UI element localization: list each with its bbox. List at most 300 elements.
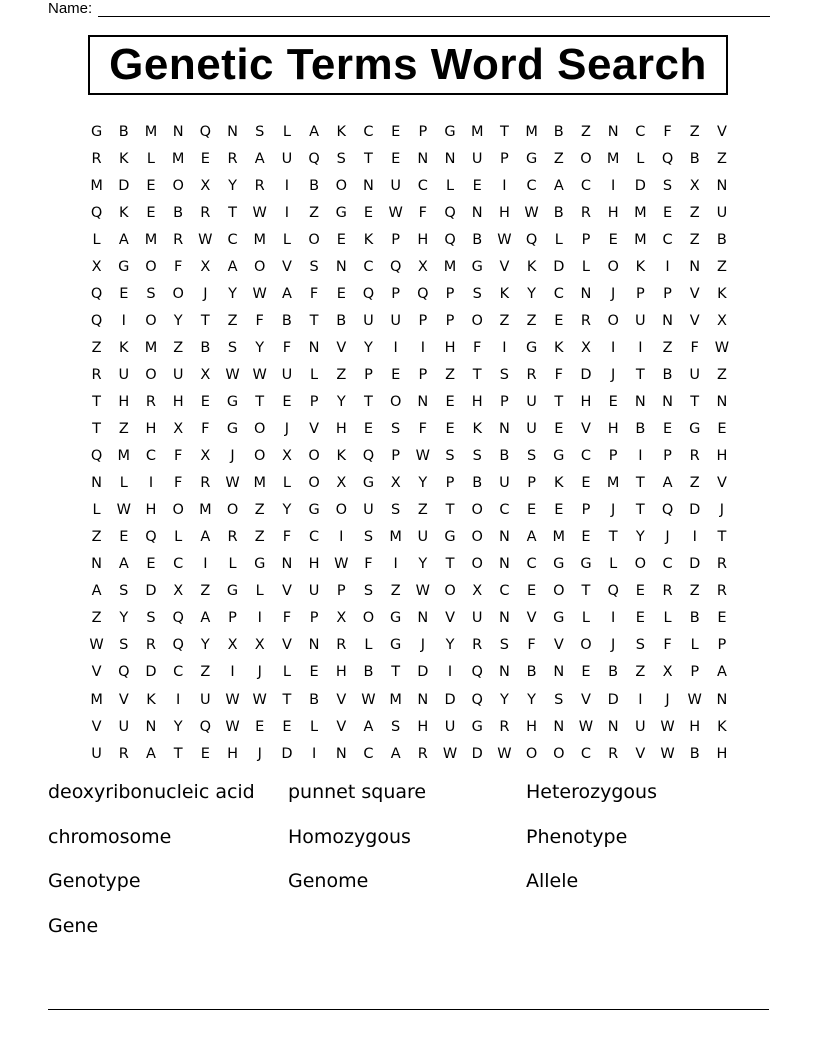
grid-letter: T [364,393,373,410]
grid-letter: S [363,529,374,546]
grid-letter: T [635,475,645,492]
grid-letter: M [144,339,158,356]
grid-letter: I [121,312,126,329]
grid-letter: L [282,123,291,140]
grid-letter: K [472,421,482,438]
grid-letter: H [118,393,130,410]
grid-letter: O [525,745,538,762]
grid-letter: F [473,339,482,356]
grid-letter: N [172,123,184,140]
grid-letter: L [282,664,291,681]
grid-letter: J [611,502,616,519]
grid-letter: Y [635,529,645,546]
grid-letter: B [309,691,320,708]
grid-letter: V [581,421,591,438]
grid-letter: I [638,691,643,708]
grid-letter: R [716,556,727,573]
grid-letter: T [608,529,618,546]
grid-letter: B [472,475,483,492]
grid-letter: R [91,366,102,383]
grid-letter: R [145,393,156,410]
grid-letter: K [119,204,129,221]
grid-letter: G [525,339,538,356]
grid-letter: L [310,718,319,735]
grid-letter: G [226,393,239,410]
grid-letter: I [638,339,643,356]
grid-letter: U [91,745,102,762]
word-list-item: Phenotype [526,825,628,848]
grid-letter: I [339,529,344,546]
grid-letter: W [361,691,376,708]
grid-letter: U [444,718,456,735]
grid-letter: Q [444,231,456,248]
grid-letter: E [363,421,374,438]
grid-letter: T [200,312,210,329]
grid-letter: K [499,285,510,302]
grid-letter: O [553,745,565,762]
grid-letter: U [308,583,320,600]
grid-letter: N [553,718,565,735]
grid-letter: L [255,583,264,600]
grid-letter: J [257,745,262,762]
grid-letter: R [417,745,428,762]
grid-letter: L [146,150,156,167]
grid-letter: O [634,556,647,573]
grid-letter: W [415,448,431,465]
grid-letter: U [281,366,293,383]
grid-letter: P [391,231,401,248]
grid-letter: P [391,448,401,465]
grid-letter: W [225,718,240,735]
grid-letter: C [173,556,184,573]
grid-letter: E [391,366,401,383]
grid-letter: L [581,258,591,275]
grid-letter: B [716,231,727,248]
grid-letter: S [554,691,564,708]
grid-letter: H [335,664,347,681]
grid-letter: D [689,556,701,573]
grid-letter: P [608,448,618,465]
grid-letter: M [90,177,103,194]
word-list-item: deoxyribonucleic acid [48,781,255,803]
grid-letter: R [200,204,211,221]
grid-letter: S [472,448,482,465]
grid-letter: E [554,421,564,438]
grid-letter: M [443,258,457,275]
grid-letter: N [417,150,429,167]
grid-letter: R [227,150,238,167]
grid-letter: C [417,177,428,194]
grid-letter: I [611,177,616,194]
grid-letter: R [608,745,619,762]
grid-letter: Y [445,637,455,654]
grid-letter: E [282,393,292,410]
grid-letter: E [391,150,401,167]
grid-letter: A [200,529,211,546]
grid-letter: F [663,637,672,654]
grid-letter: V [336,718,347,735]
grid-letter: R [580,204,591,221]
grid-letter: Z [390,583,401,600]
grid-letter: I [692,529,697,546]
grid-letter: F [554,366,563,383]
grid-letter: U [526,421,537,438]
grid-letter: D [553,258,565,275]
grid-letter: O [335,177,347,194]
grid-letter: P [364,366,373,383]
grid-letter: G [553,448,565,465]
grid-letter: P [445,475,455,492]
grid-letter: Y [499,691,509,708]
grid-letter: W [252,691,267,708]
grid-letter: Q [90,312,103,329]
grid-letter: O [471,312,483,329]
grid-letter: U [172,366,184,383]
grid-letter: R [716,583,727,600]
grid-letter: V [581,691,591,708]
grid-letter: Z [689,231,700,248]
grid-letter: V [281,583,292,600]
grid-letter: O [553,583,565,600]
grid-letter: A [200,610,211,627]
grid-letter: W [687,691,702,708]
grid-letter: X [91,258,102,275]
grid-letter: H [227,745,238,762]
grid-letter: Z [716,258,727,275]
grid-letter: Y [173,718,183,735]
grid-letter: Q [308,150,320,167]
grid-letter: L [119,475,128,492]
grid-letter: Q [172,637,184,654]
grid-letter: E [255,718,265,735]
grid-letter: F [173,475,183,492]
grid-letter: W [225,475,240,492]
grid-letter: J [257,664,262,681]
grid-letter: C [499,502,510,519]
grid-letter: Q [389,258,402,275]
grid-letter: S [146,610,156,627]
word-list-item: chromosome [48,825,172,848]
grid-letter: N [498,421,510,438]
word-list-item: Homozygous [288,825,411,848]
grid-letter: Q [362,448,375,465]
grid-letter: J [203,285,208,302]
grid-letter: N [335,745,347,762]
word-list-item: Allele [526,870,579,892]
grid-letter: O [444,583,456,600]
grid-letter: F [364,556,373,573]
grid-letter: B [363,664,374,681]
grid-letter: E [554,312,564,329]
grid-letter: I [665,258,670,275]
grid-letter: M [606,150,620,167]
grid-letter: T [445,556,455,573]
grid-letter: P [717,637,727,654]
grid-letter: P [228,610,237,627]
grid-letter: A [254,150,265,167]
grid-letter: H [417,718,429,735]
grid-letter: Q [417,285,429,302]
grid-letter: Z [499,312,510,329]
grid-letter: S [363,583,374,600]
grid-letter: X [390,475,401,492]
grid-letter: Y [173,312,183,329]
grid-letter: N [716,393,728,410]
grid-letter: L [554,231,563,248]
grid-letter: Z [336,366,347,383]
grid-letter: B [689,150,700,167]
word-list-item: Genotype [48,870,141,892]
grid-letter: T [364,150,373,167]
grid-letter: U [363,502,374,519]
grid-letter: N [607,718,619,735]
grid-letter: W [524,204,539,221]
grid-letter: N [716,691,728,708]
grid-letter: G [226,583,239,600]
grid-letter: Q [172,610,184,627]
grid-letter: F [418,204,428,221]
grid-letter: O [172,502,184,519]
grid-letter: S [472,285,482,302]
grid-letter: E [445,393,455,410]
grid-letter: H [335,421,347,438]
grid-letter: E [581,529,591,546]
grid-letter: Z [689,583,700,600]
grid-letter: O [580,637,592,654]
grid-letter: Z [118,421,129,438]
grid-letter: I [230,664,235,681]
grid-letter: R [200,475,211,492]
grid-letter: T [282,691,292,708]
grid-letter: O [145,312,157,329]
grid-letter: O [254,421,266,438]
grid-letter: N [607,123,619,140]
grid-letter: Z [635,664,646,681]
grid-letter: C [363,258,374,275]
grid-letter: F [201,421,210,438]
grid-letter: N [145,718,157,735]
grid-letter: D [145,664,157,681]
grid-letter: V [689,312,700,329]
grid-letter: G [118,258,130,275]
grid-letter: R [227,529,238,546]
grid-letter: N [308,339,320,356]
grid-letter: V [281,258,292,275]
grid-letter: J [665,529,670,546]
grid-letter: L [310,366,319,383]
grid-letter: D [281,745,293,762]
grid-letter: V [309,421,320,438]
grid-letter: O [254,258,266,275]
word-list [48,780,770,958]
grid-letter: D [471,745,483,762]
grid-letter: X [200,258,211,275]
grid-letter: R [145,637,156,654]
grid-letter: Z [254,502,265,519]
grid-letter: A [553,177,564,194]
grid-letter: C [526,177,537,194]
grid-letter: S [146,285,156,302]
grid-letter: W [497,745,512,762]
grid-letter: U [471,150,483,167]
grid-letter: C [499,583,510,600]
grid-letter: U [200,691,211,708]
grid-letter: A [281,285,292,302]
grid-letter: U [417,529,429,546]
grid-letter: D [607,691,619,708]
grid-letter: B [689,610,700,627]
grid-letter: U [118,366,130,383]
grid-letter: E [363,204,374,221]
grid-letter: Q [90,204,103,221]
word-list-column [526,780,770,958]
grid-letter: Z [689,123,700,140]
grid-letter: U [390,177,401,194]
grid-letter: W [714,339,730,356]
grid-letter: T [309,312,319,329]
grid-letter: S [391,421,401,438]
grid-letter: C [662,231,673,248]
grid-letter: N [662,393,673,410]
grid-letter: G [90,123,103,140]
grid-letter: N [498,529,510,546]
grid-letter: S [391,502,401,519]
grid-letter: K [146,691,156,708]
grid-letter: C [580,177,592,194]
grid-letter: Z [689,475,700,492]
grid-letter: E [581,664,591,681]
grid-letter: W [334,556,349,573]
grid-letter: A [390,745,401,762]
grid-letter: M [634,204,647,221]
grid-letter: B [553,123,564,140]
grid-letter: E [282,718,292,735]
grid-letter: H [417,231,429,248]
grid-letter: B [118,123,129,140]
grid-letter: L [92,502,101,519]
grid-letter: V [445,610,455,627]
grid-letter: F [527,637,536,654]
grid-letter: E [336,231,346,248]
grid-letter: V [526,610,537,627]
grid-letter: Y [527,691,537,708]
grid-letter: E [119,529,129,546]
grid-letter: J [611,285,616,302]
word-grid [83,118,736,767]
grid-letter: H [607,421,619,438]
grid-letter: D [417,664,429,681]
grid-letter: M [144,123,158,140]
grid-letter: I [393,339,398,356]
grid-letter: B [309,177,320,194]
grid-letter: M [552,529,566,546]
grid-letter: K [336,448,347,465]
grid-letter: D [444,691,456,708]
grid-letter: N [227,123,238,140]
grid-letter: K [554,475,564,492]
grid-letter: U [716,204,728,221]
grid-letter: Q [90,448,103,465]
grid-letter: H [689,718,701,735]
grid-letter: I [638,448,643,465]
grid-letter: E [662,204,673,221]
grid-letter: X [173,421,184,438]
grid-letter: K [119,339,129,356]
grid-letter: W [442,745,458,762]
grid-letter: I [502,177,507,194]
grid-letter: H [444,339,456,356]
grid-letter: L [174,529,183,546]
grid-letter: I [176,691,181,708]
grid-letter: P [418,366,428,383]
grid-letter: G [335,204,347,221]
grid-letter: R [689,448,700,465]
grid-letter: C [526,556,537,573]
grid-letter: T [92,393,102,410]
grid-letter: Q [118,664,130,681]
grid-letter: G [471,258,483,275]
grid-letter: L [228,556,237,573]
grid-letter: Z [689,204,700,221]
grid-letter: V [91,718,102,735]
grid-letter: O [580,150,592,167]
grid-letter: P [663,285,672,302]
grid-letter: I [393,556,398,573]
grid-letter: I [203,556,208,573]
grid-letter: D [145,583,157,600]
grid-letter: O [145,258,157,275]
grid-letter: Z [417,502,428,519]
grid-letter: G [308,502,320,519]
grid-letter: R [526,366,537,383]
grid-letter: C [635,123,646,140]
grid-letter: M [389,529,402,546]
grid-letter: N [580,285,592,302]
grid-letter: E [146,556,156,573]
grid-letter: J [284,421,290,438]
grid-letter: U [635,718,646,735]
grid-letter: O [335,502,347,519]
grid-letter: J [420,637,425,654]
grid-letter: L [636,150,645,167]
grid-letter: A [91,583,102,600]
grid-letter: S [499,366,510,383]
grid-letter: Q [444,204,456,221]
grid-letter: K [119,150,129,167]
grid-letter: U [390,312,401,329]
grid-letter: D [689,502,701,519]
grid-letter: E [608,393,618,410]
grid-letter: W [225,366,240,383]
grid-letter: Y [418,556,428,573]
grid-letter: T [499,123,509,140]
grid-letter: N [498,664,510,681]
grid-letter: M [525,123,538,140]
grid-letter: G [553,556,565,573]
grid-letter: X [716,312,727,329]
grid-letter: W [660,745,675,762]
grid-letter: F [418,421,428,438]
grid-letter: T [445,502,455,519]
grid-letter: Y [228,285,237,302]
grid-letter: U [635,312,646,329]
grid-letter: W [116,502,131,519]
grid-letter: K [717,718,727,735]
grid-letter: X [173,583,184,600]
grid-letter: T [391,664,401,681]
grid-letter: X [254,637,265,654]
grid-letter: E [336,285,346,302]
